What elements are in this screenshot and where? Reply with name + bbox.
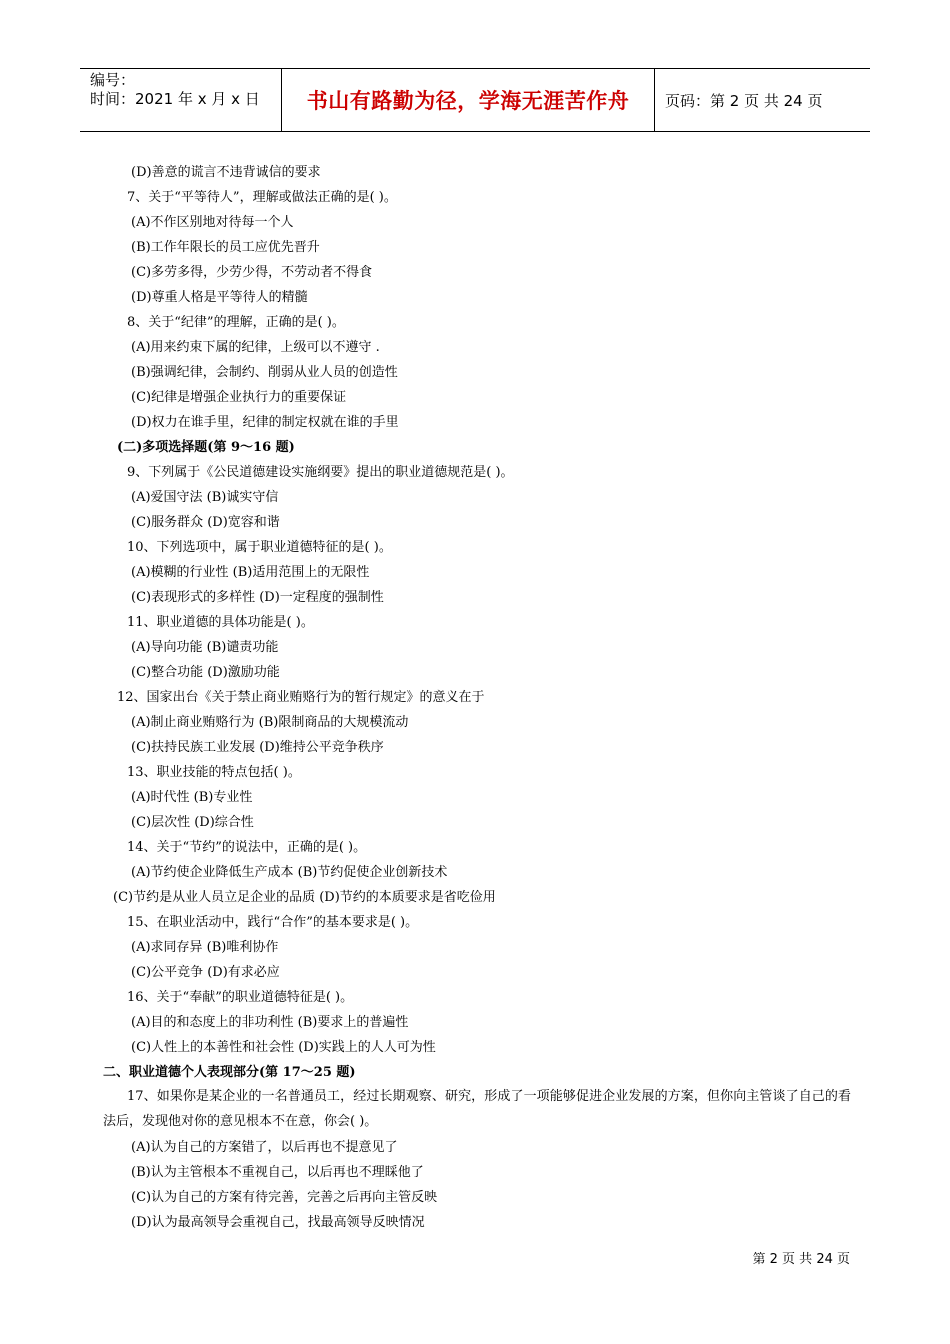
option-line: (D)善意的谎言不违背诚信的要求 [131, 165, 321, 180]
question-line: 16、关于“奉献”的职业道德特征是( )。 [127, 990, 354, 1005]
option-line: (C)节约是从业人员立足企业的品质 (D)节约的本质要求是省吃俭用 [113, 890, 496, 905]
option-line: (A)认为自己的方案错了，以后再也不提意见了 [131, 1140, 398, 1155]
question-line: 10、下列选项中，属于职业道德特征的是( )。 [127, 540, 392, 555]
option-line: (C)整合功能 (D)激励功能 [131, 665, 280, 680]
section-heading: 二、职业道德个人表现部分(第 17～25 题) [103, 1065, 356, 1080]
option-line: (B)强调纪律，会制约、削弱从业人员的创造性 [131, 365, 398, 380]
question-paragraph: 17、如果你是某企业的一名普通员工，经过长期观察、研究，形成了一项能够促进企业发展的方案，但你向主管谈了自己的看法后，发现他对你的意见根本不在意，你会( )。 [103, 1089, 851, 1129]
question-line: 8、关于“纪律”的理解，正确的是( )。 [127, 315, 345, 330]
doc-number-label: 编号： [90, 71, 136, 89]
option-line: (C)人性上的本善性和社会性 (D)实践上的人人可为性 [131, 1040, 436, 1055]
question-line: 9、下列属于《公民道德建设实施纲要》提出的职业道德规范是( )。 [127, 465, 514, 480]
section-heading: (二)多项选择题(第 9～16 题) [117, 440, 295, 455]
question-line: 7、关于“平等待人”，理解或做法正确的是( )。 [127, 190, 397, 205]
doc-time-label: 时间：2021 年 x 月 x 日 [90, 90, 260, 108]
page-header [80, 68, 870, 132]
option-line: (A)导向功能 (B)谴责功能 [131, 640, 279, 655]
header-motto: 书山有路勤为径，学海无涯苦作舟 [282, 69, 655, 131]
option-line: (D)认为最高领导会重视自己，找最高领导反映情况 [131, 1215, 425, 1230]
page-footer: 第 2 页 共 24 页 [752, 1252, 850, 1267]
option-line: (D)尊重人格是平等待人的精髓 [131, 290, 308, 305]
option-line: (A)节约使企业降低生产成本 (B)节约促使企业创新技术 [131, 865, 448, 880]
option-line: (A)不作区别地对待每一个人 [131, 215, 294, 230]
question-line: 14、关于“节约”的说法中，正确的是( )。 [127, 840, 367, 855]
option-line: (B)工作年限长的员工应优先晋升 [131, 240, 320, 255]
option-line: (A)爱国守法 (B)诚实守信 [131, 490, 279, 505]
option-line: (A)用来约束下属的纪律，上级可以不遵守 . [131, 340, 380, 355]
option-line: (C)公平竞争 (D)有求必应 [131, 965, 280, 980]
option-line: (B)认为主管根本不重视自己，以后再也不理睬他了 [131, 1165, 424, 1180]
option-line: (A)模糊的行业性 (B)适用范围上的无限性 [131, 565, 370, 580]
option-line: (C)纪律是增强企业执行力的重要保证 [131, 390, 347, 405]
question-line: 11、职业道德的具体功能是( )。 [127, 615, 314, 630]
option-line: (C)多劳多得，少劳少得，不劳动者不得食 [131, 265, 373, 280]
header-meta [80, 69, 282, 131]
question-line: 15、在职业活动中，践行“合作”的基本要求是( )。 [127, 915, 419, 930]
option-line: (C)表现形式的多样性 (D)一定程度的强制性 [131, 590, 384, 605]
question-line: 13、职业技能的特点包括( )。 [127, 765, 301, 780]
option-line: (A)制止商业贿赂行为 (B)限制商品的大规模流动 [131, 715, 409, 730]
option-line: (C)服务群众 (D)宽容和谐 [131, 515, 280, 530]
question-line: 12、国家出台《关于禁止商业贿赂行为的暂行规定》的意义在于 [117, 690, 485, 705]
option-line: (C)扶持民族工业发展 (D)维持公平竞争秩序 [131, 740, 384, 755]
option-line: (A)求同存异 (B)唯利协作 [131, 940, 279, 955]
option-line: (C)认为自己的方案有待完善，完善之后再向主管反映 [131, 1190, 438, 1205]
option-line: (C)层次性 (D)综合性 [131, 815, 254, 830]
option-line: (A)时代性 (B)专业性 [131, 790, 253, 805]
option-line: (A)目的和态度上的非功利性 (B)要求上的普遍性 [131, 1015, 409, 1030]
option-line: (D)权力在谁手里，纪律的制定权就在谁的手里 [131, 415, 399, 430]
header-page-number: 页码：第 2 页 共 24 页 [665, 91, 823, 110]
